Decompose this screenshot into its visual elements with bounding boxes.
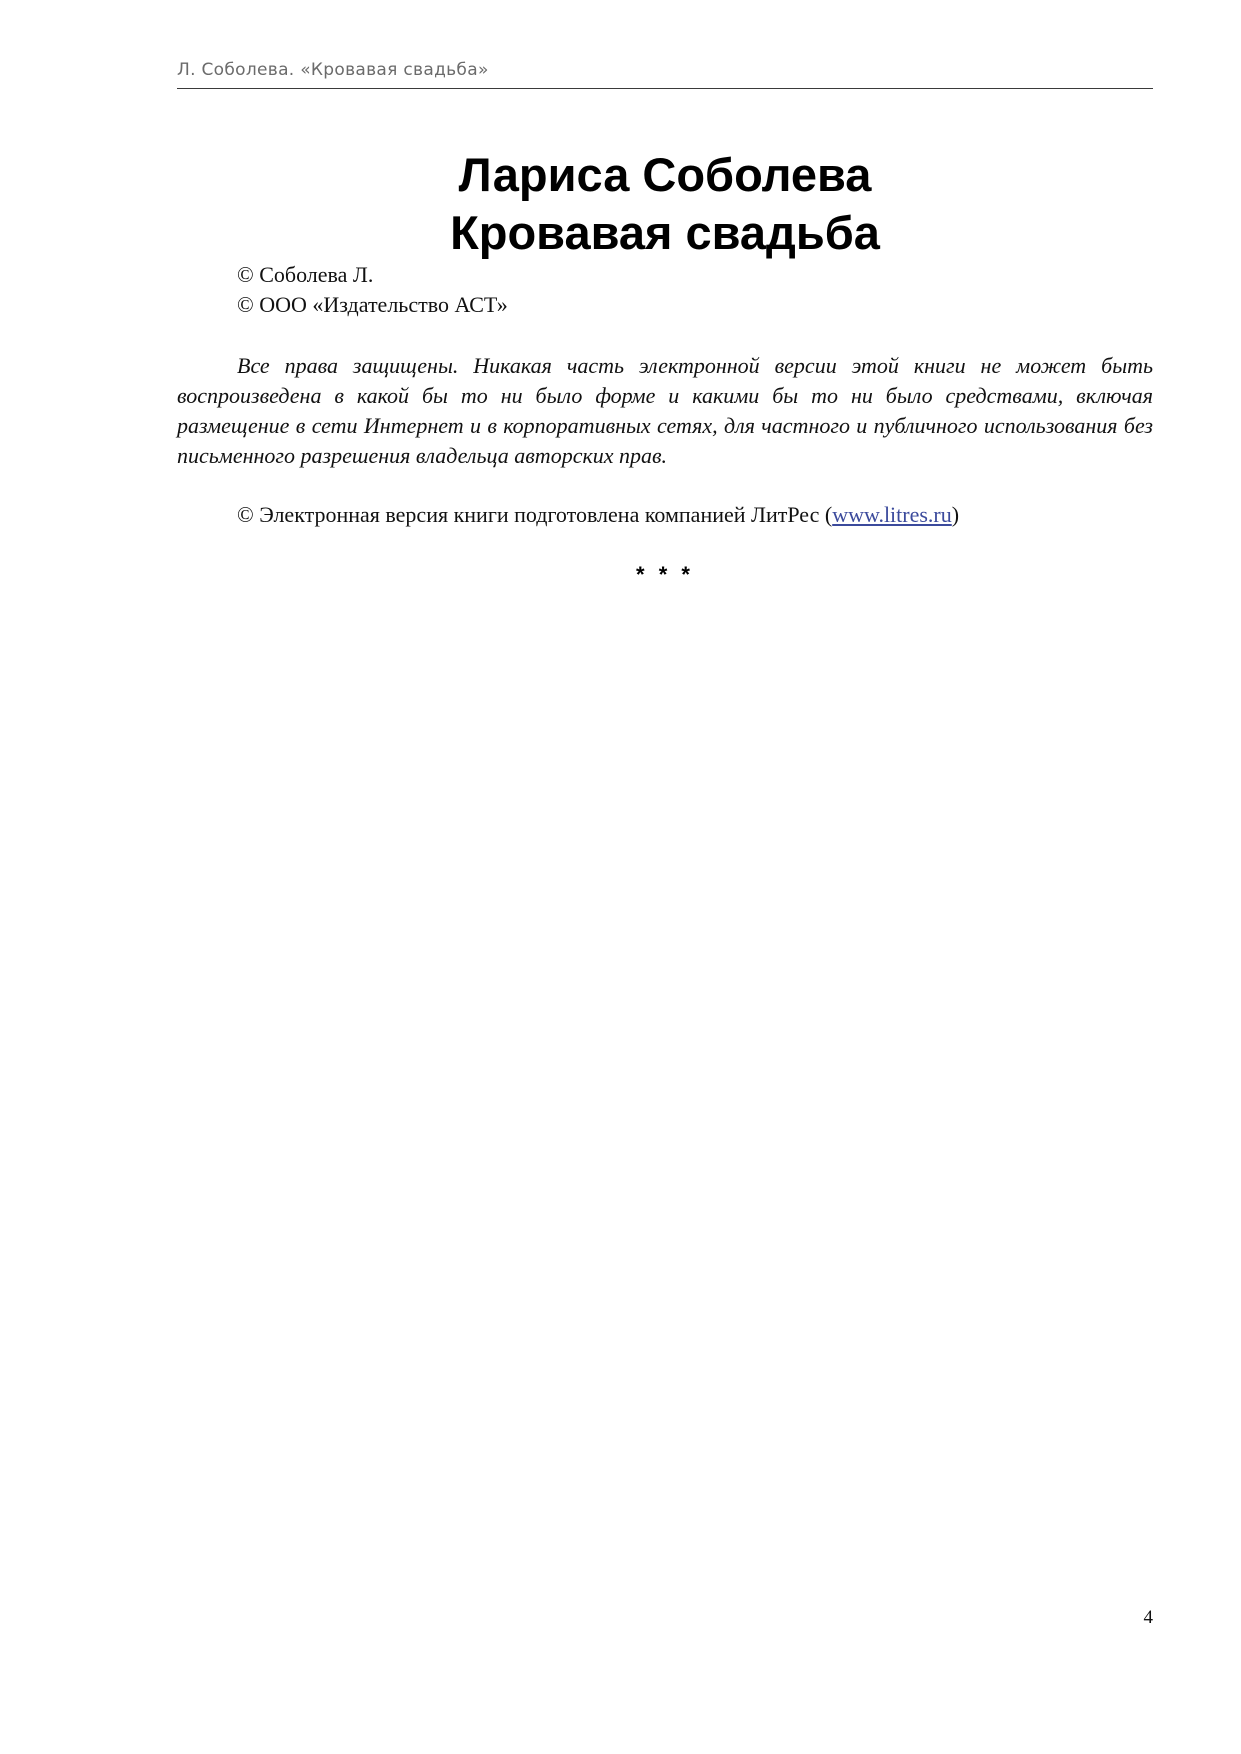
ebook-notice-suffix: ) — [951, 502, 960, 527]
litres-link[interactable]: www.litres.ru — [832, 502, 952, 527]
copyright-author: © Соболева Л. — [237, 262, 374, 287]
ebook-notice — [237, 500, 1153, 530]
rights-notice: Все права защищены. Никакая часть электронной версии этой книги не может быть воспроизведена в какой бы то ни было форме и какими бы то ни было средствами, включая размещение в сети Интернет и в корпоративных сетях, для частного и публичного использования без письменного разрешения владельца авторских прав. — [177, 353, 1153, 468]
page-number: 4 — [1143, 1607, 1153, 1628]
book-title-block — [177, 146, 1153, 262]
running-header: Л. Соболева. «Кровавая свадьба» — [177, 60, 489, 80]
copyright-block — [237, 260, 1153, 320]
book-title: Кровавая свадьба — [450, 206, 880, 259]
header-divider — [177, 88, 1153, 89]
section-separator: * * * — [636, 562, 694, 587]
copyright-publisher: © ООО «Издательство АСТ» — [237, 292, 508, 317]
author-name: Лариса Соболева — [458, 148, 872, 201]
ebook-notice-prefix: © Электронная версия книги подготовлена компанией ЛитРес ( — [237, 502, 833, 527]
